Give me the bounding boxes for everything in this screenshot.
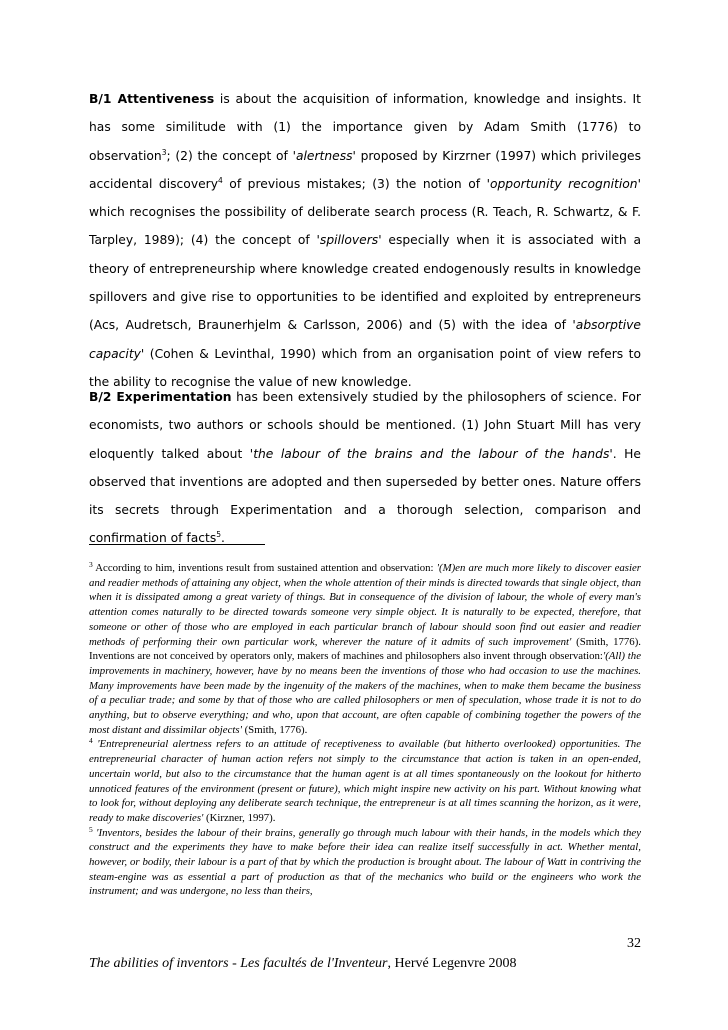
footer-title: The abilities of inventors - Les facultés de l'Inventeur bbox=[89, 956, 388, 971]
page-number: 32 bbox=[627, 936, 641, 951]
page-footer bbox=[89, 956, 649, 972]
footnote-ref-5[interactable]: 5 bbox=[216, 530, 222, 540]
section-heading-attentiveness: B/1 Attentiveness bbox=[89, 92, 215, 106]
footnote-3: $^3$ According to him, inventions result from sustained attention and observation: '(M)en are much more likely to discover easier and readier methods of attaining any object, when the whole attention of their minds is directed towards that single object, than when it is dissipated among a great variety of things. But in consequence of the division of labour, the whole of every man's attention comes naturally to be directed towards someone very simple object. It is naturally to be expected, therefore, that someone or other of those who are employed in each particular branch of labour should soon find out easier and readier methods of performing their own particular work, wherever the nature of it admits of such improvement' (Smith, 1776). Inventions are not conceived by operators only, makers of machines and philosophers also invent through observation:'(All) the improvements in machinery, however, have by no means been the inventions of those who had occasion to use the machines. Many improvements have been made by the ingenuity of the makers of the machines, when to make them became the business of a peculiar trade; and some by that of those who are called philosophers or men of speculation, whose trade it is not to do anything, but to observe everything; and who, upon that account, are often capable of combining together the powers of the most distant and dissimilar objects' (Smith, 1776). bbox=[89, 560, 641, 736]
footer-author: , Hervé Legenvre 2008 bbox=[387, 956, 517, 971]
paragraph-experimentation: B/2 Experimentation has been extensively studied by the philosophers of science. For economists, two authors or schools should be mentioned. (1) John Stuart Mill has very eloquently talked about 'the labour of the brains and the labour of the hands'. He observed that inventions are adopted and then superseded by better ones. Nature offers its secrets through Experimentation and a thorough selection, comparison and confirmation of facts$^5$. bbox=[89, 390, 641, 546]
footnote-5: $^5$ 'Inventors, besides the labour of their brains, generally go through much labour with their hands, in the models which they construct and the experiments they have to make before their idea can realize itself successfully in act. Whether mental, however, or bodily, their labour is a part of that by which the production is brought about. The labour of Watt in contriving the steam-engine was as essential a part of production as that of the mechanics who build or the engineers who work the instrument; and was undergone, no less than theirs, bbox=[89, 824, 641, 898]
footnote-4: $^4$ 'Entrepreneurial alertness refers to an attitude of receptiveness to available (but hitherto overlooked) opportunities. The entrepreneurial character of human action refers not simply to the circumstance that action is taken in an open-ended, uncertain world, but also to the circumstance that the human agent is at all times spontaneously on the lookout for hitherto unnoticed features of the environment (present or future), which might inspire new activity on his part. Without knowing what to look for, without deploying any deliberate search technique, the entrepreneur is at all times scanning the horizon, as it were, ready to make discoveries' (Kirzner, 1997). bbox=[89, 736, 641, 824]
footnote-ref-3[interactable]: 3 bbox=[161, 147, 167, 157]
footnotes bbox=[89, 561, 641, 899]
section-heading-experimentation: B/2 Experimentation bbox=[89, 390, 232, 404]
paragraph-attentiveness: B/1 Attentiveness is about the acquisition of information, knowledge and insights. It has some similitude with (1) the importance given by Adam Smith (1776) to observation$^3$; (2) the concept of 'alertness' proposed by Kirzrner (1997) which privileges accidental discovery$^4$ of previous mistakes; (3) the notion of 'opportunity recognition' which recognises the possibility of deliberate search process (R. Teach, R. Schwartz, & F. Tarpley, 1989); (4) the concept of 'spillovers' especially when it is associated with a theory of entrepreneurship where knowledge created endogenously results in knowledge spillovers and give rise to opportunities to be identified and exploited by entrepreneurs (Acs, Audretsch, Braunerhjelm & Carlsson, 2006) and (5) with the idea of 'absorptive capacity' (Cohen & Levinthal, 1990) which from an organisation point of view refers to the ability to recognise the value of new knowledge. bbox=[89, 92, 642, 389]
footnote-separator bbox=[89, 544, 265, 545]
footnote-ref-4[interactable]: 4 bbox=[218, 175, 223, 185]
